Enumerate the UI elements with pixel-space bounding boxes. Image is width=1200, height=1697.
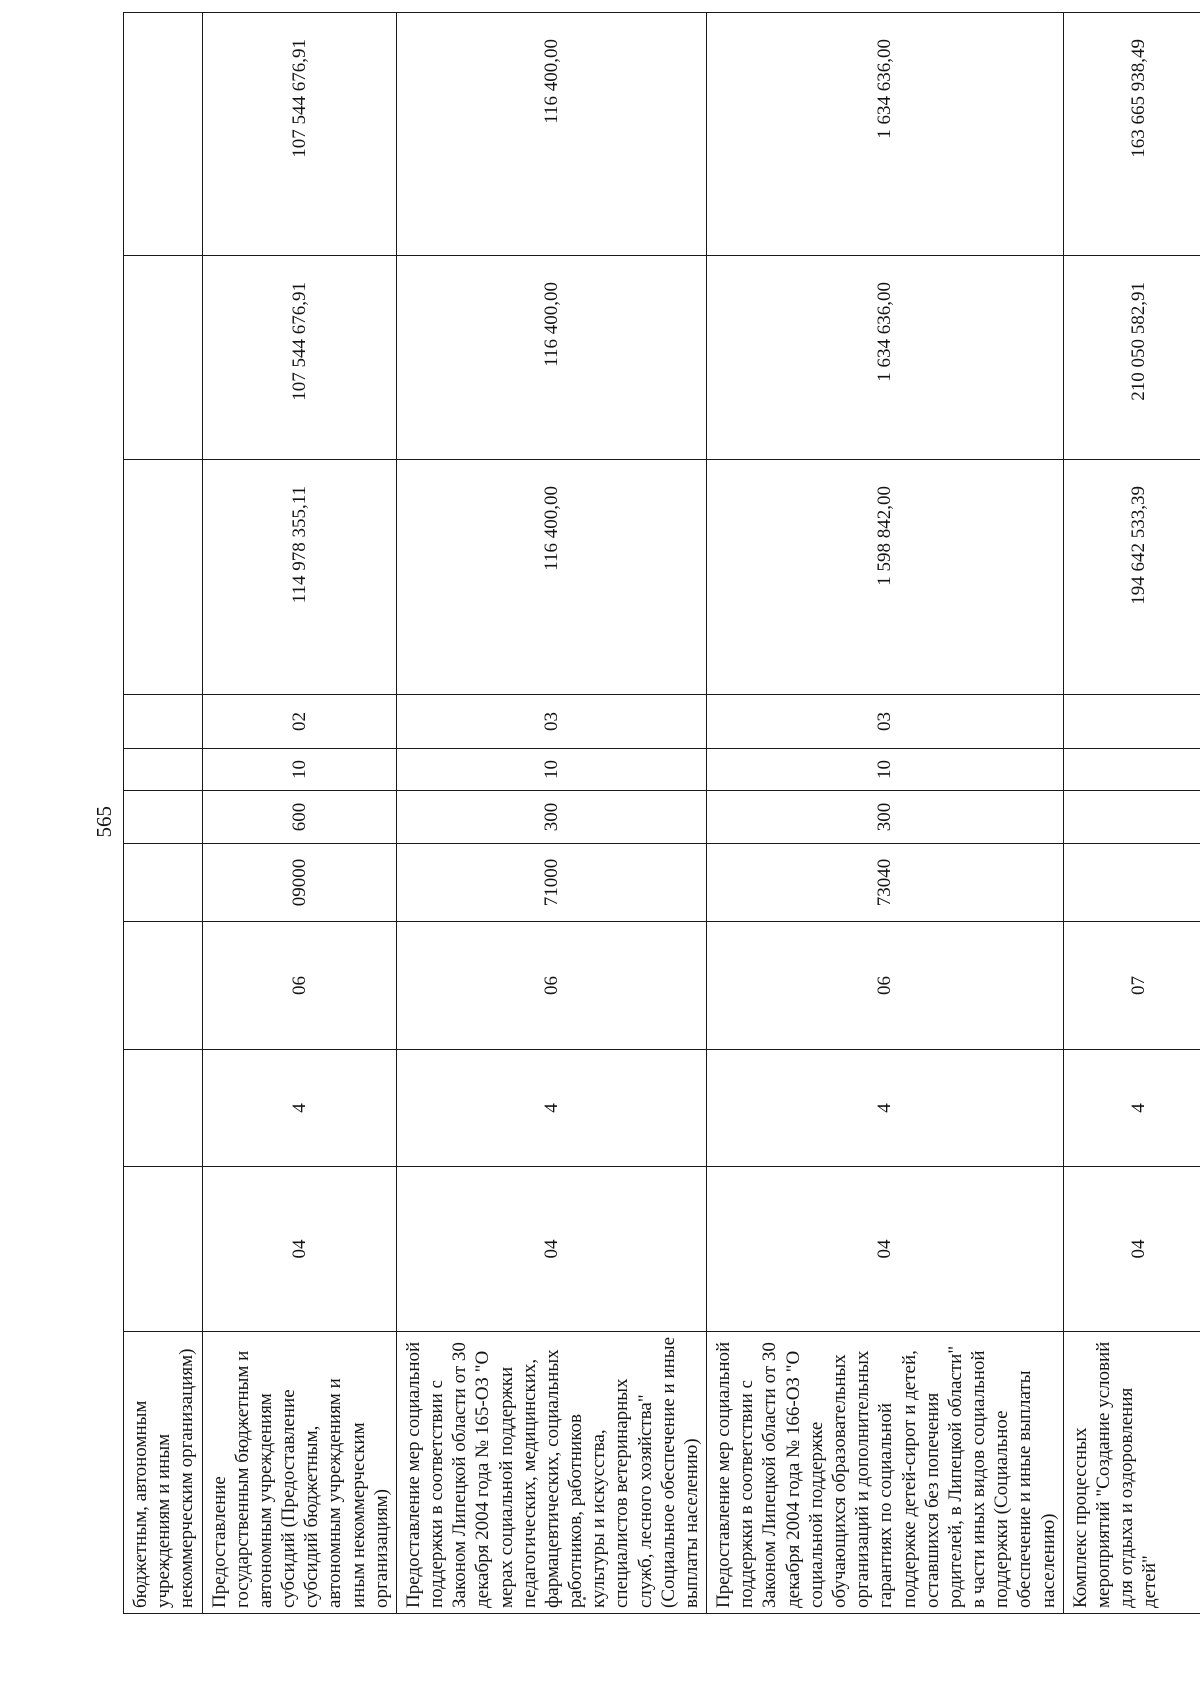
code-cell <box>124 844 203 922</box>
code-cell: 600 <box>202 791 396 844</box>
row-name-cell: Предоставление государственным бюджетным и автономным учреждениям субсидий (Предоставление субсидий бюджетным, автономным учреждениям и иным некоммерческим организациям) <box>202 1332 396 1614</box>
code-cell: 07 <box>1063 922 1200 1050</box>
code-cell: 10 <box>707 749 1064 791</box>
code-cell: 02 <box>202 695 396 749</box>
rotated-page-content <box>123 39 1161 1614</box>
amount-cell: 163 665 938,49 <box>1063 13 1200 256</box>
amount-cell: 116 400,00 <box>396 13 706 256</box>
table-row <box>202 13 396 1614</box>
amount-cell: 107 544 676,91 <box>202 13 396 256</box>
table-row <box>707 13 1064 1614</box>
amount-cell: 116 400,00 <box>396 256 706 460</box>
code-cell: 4 <box>202 1050 396 1167</box>
code-cell: 04 <box>707 1167 1064 1332</box>
code-cell: 04 <box>1063 1167 1200 1332</box>
code-cell <box>1063 844 1200 922</box>
table-row <box>1063 13 1200 1614</box>
row-name-cell: Предоставление мер социальной поддержки в соответствии с Законом Липецкой области от 30 декабря 2004 года № 166-ОЗ "О социальной поддержке обучающихся образовательных организаций и дополнительных гарантиях по социальной поддержке детей-сирот и детей, оставшихся без попечения родителей, в Липецкой области" в части иных видов социальной поддержки (Социальное обеспечение и иные выплаты населению) <box>707 1332 1064 1614</box>
code-cell: 06 <box>396 922 706 1050</box>
code-cell <box>124 1167 203 1332</box>
code-cell: 04 <box>396 1167 706 1332</box>
code-cell <box>124 791 203 844</box>
code-cell: 03 <box>396 695 706 749</box>
code-cell <box>1063 749 1200 791</box>
amount-cell <box>124 13 203 256</box>
amount-cell: 1 634 636,00 <box>707 256 1064 460</box>
code-cell: 4 <box>1063 1050 1200 1167</box>
amount-cell: 210 050 582,91 <box>1063 256 1200 460</box>
amount-cell: 116 400,00 <box>396 460 706 695</box>
amount-cell: 194 642 533,39 <box>1063 460 1200 695</box>
row-name-cell: Предоставление мер социальной поддержки в соответствии с Законом Липецкой области от 30 декабря 2004 года № 165-ОЗ "О мерах социальной поддержки педагогических, медицинских, фармацевтических, социальных работников, работников культуры и искусства, специалистов ветеринарных служб, лесного хозяйства" (Социальное обеспечение и иные выплаты населению) <box>396 1332 706 1614</box>
amount-cell: 114 978 355,11 <box>202 460 396 695</box>
row-name-cell: бюджетным, автономным учреждениям и иным некоммерческим организациям) <box>124 1332 203 1614</box>
code-cell: 10 <box>202 749 396 791</box>
code-cell: 300 <box>707 791 1064 844</box>
code-cell: 10 <box>396 749 706 791</box>
code-cell: 06 <box>202 922 396 1050</box>
amount-cell <box>124 460 203 695</box>
code-cell: 300 <box>396 791 706 844</box>
amount-cell: 1 598 842,00 <box>707 460 1064 695</box>
code-cell: 71000 <box>396 844 706 922</box>
code-cell: 73040 <box>707 844 1064 922</box>
code-cell: 03 <box>707 695 1064 749</box>
table-row <box>396 13 706 1614</box>
code-cell <box>124 749 203 791</box>
row-name-cell: Комплекс процессных мероприятий "Создание условий для отдыха и оздоровления детей" <box>1063 1332 1200 1614</box>
code-cell <box>124 695 203 749</box>
code-cell: 04 <box>202 1167 396 1332</box>
code-cell <box>124 1050 203 1167</box>
code-cell <box>1063 695 1200 749</box>
code-cell: 4 <box>396 1050 706 1167</box>
budget-table <box>123 12 1200 1614</box>
amount-cell <box>124 256 203 460</box>
code-cell <box>124 922 203 1050</box>
code-cell: 09000 <box>202 844 396 922</box>
page-number: 565 <box>92 806 116 838</box>
code-cell: 4 <box>707 1050 1064 1167</box>
code-cell: 06 <box>707 922 1064 1050</box>
table-row <box>124 13 203 1614</box>
code-cell <box>1063 791 1200 844</box>
amount-cell: 107 544 676,91 <box>202 256 396 460</box>
amount-cell: 1 634 636,00 <box>707 13 1064 256</box>
